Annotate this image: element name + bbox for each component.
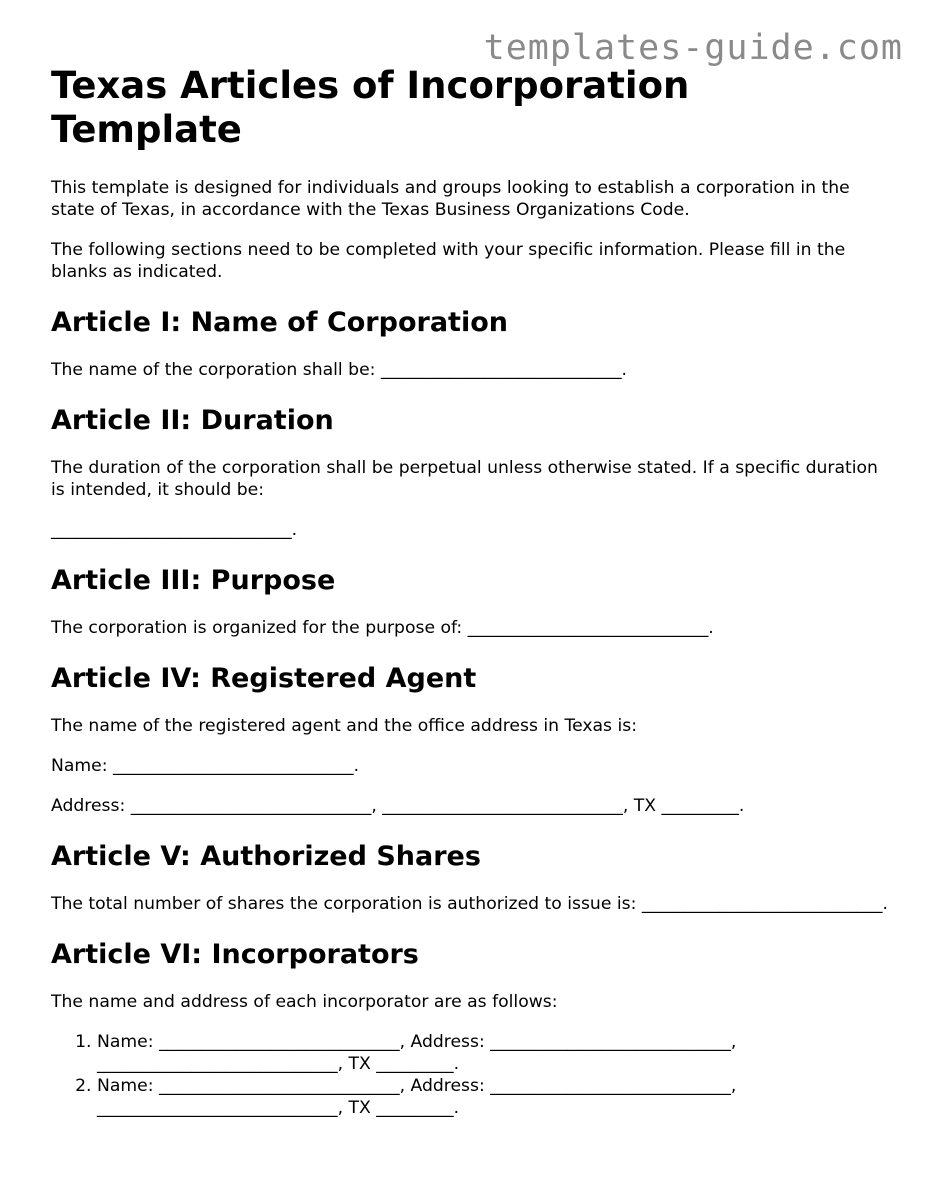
incorporator-list: [51, 1031, 891, 1119]
watermark: templates-guide.com: [483, 28, 903, 68]
intro-paragraph-2: The following sections need to be completed with your specific information. Please fill in the blanks as indicated.: [51, 240, 846, 282]
article-4-address-line: Address: ____________________________, ____________________________, TX _________.: [51, 796, 745, 816]
article-4-name-line: Name: ____________________________.: [51, 756, 360, 776]
document-page: [51, 64, 891, 1119]
intro-paragraph-1: This template is designed for individuals and groups looking to establish a corporation in the state of Texas, in accordance with the Texas Business Organizations Code.: [51, 178, 850, 220]
article-6-text: The name and address of each incorporator are as follows:: [51, 992, 558, 1012]
article-3-heading: Article III: Purpose: [51, 565, 336, 596]
list-item: 1. Name: ____________________________, Address: ____________________________, ____________________________, TX _________.: [97, 1031, 891, 1075]
article-2-blank: ____________________________.: [51, 520, 298, 540]
article-6-heading: Article VI: Incorporators: [51, 939, 419, 970]
article-2-text: The duration of the corporation shall be perpetual unless otherwise stated. If a specific duration is intended, it should be:: [51, 458, 878, 500]
article-4-text: The name of the registered agent and the office address in Texas is:: [51, 716, 637, 736]
article-5-heading: Article V: Authorized Shares: [51, 841, 481, 872]
article-1-heading: Article I: Name of Corporation: [51, 307, 508, 338]
list-item: 2. Name: ____________________________, Address: ____________________________, ____________________________, TX _________.: [97, 1075, 891, 1119]
article-4-heading: Article IV: Registered Agent: [51, 663, 477, 694]
article-5-text: The total number of shares the corporation is authorized to issue is: ____________________________.: [51, 894, 888, 914]
article-3-text: The corporation is organized for the purpose of: ____________________________.: [51, 618, 714, 638]
page-title: Texas Articles of Incorporation Template: [51, 64, 690, 151]
article-1-text: The name of the corporation shall be: ____________________________.: [51, 360, 627, 380]
article-2-heading: Article II: Duration: [51, 405, 334, 436]
